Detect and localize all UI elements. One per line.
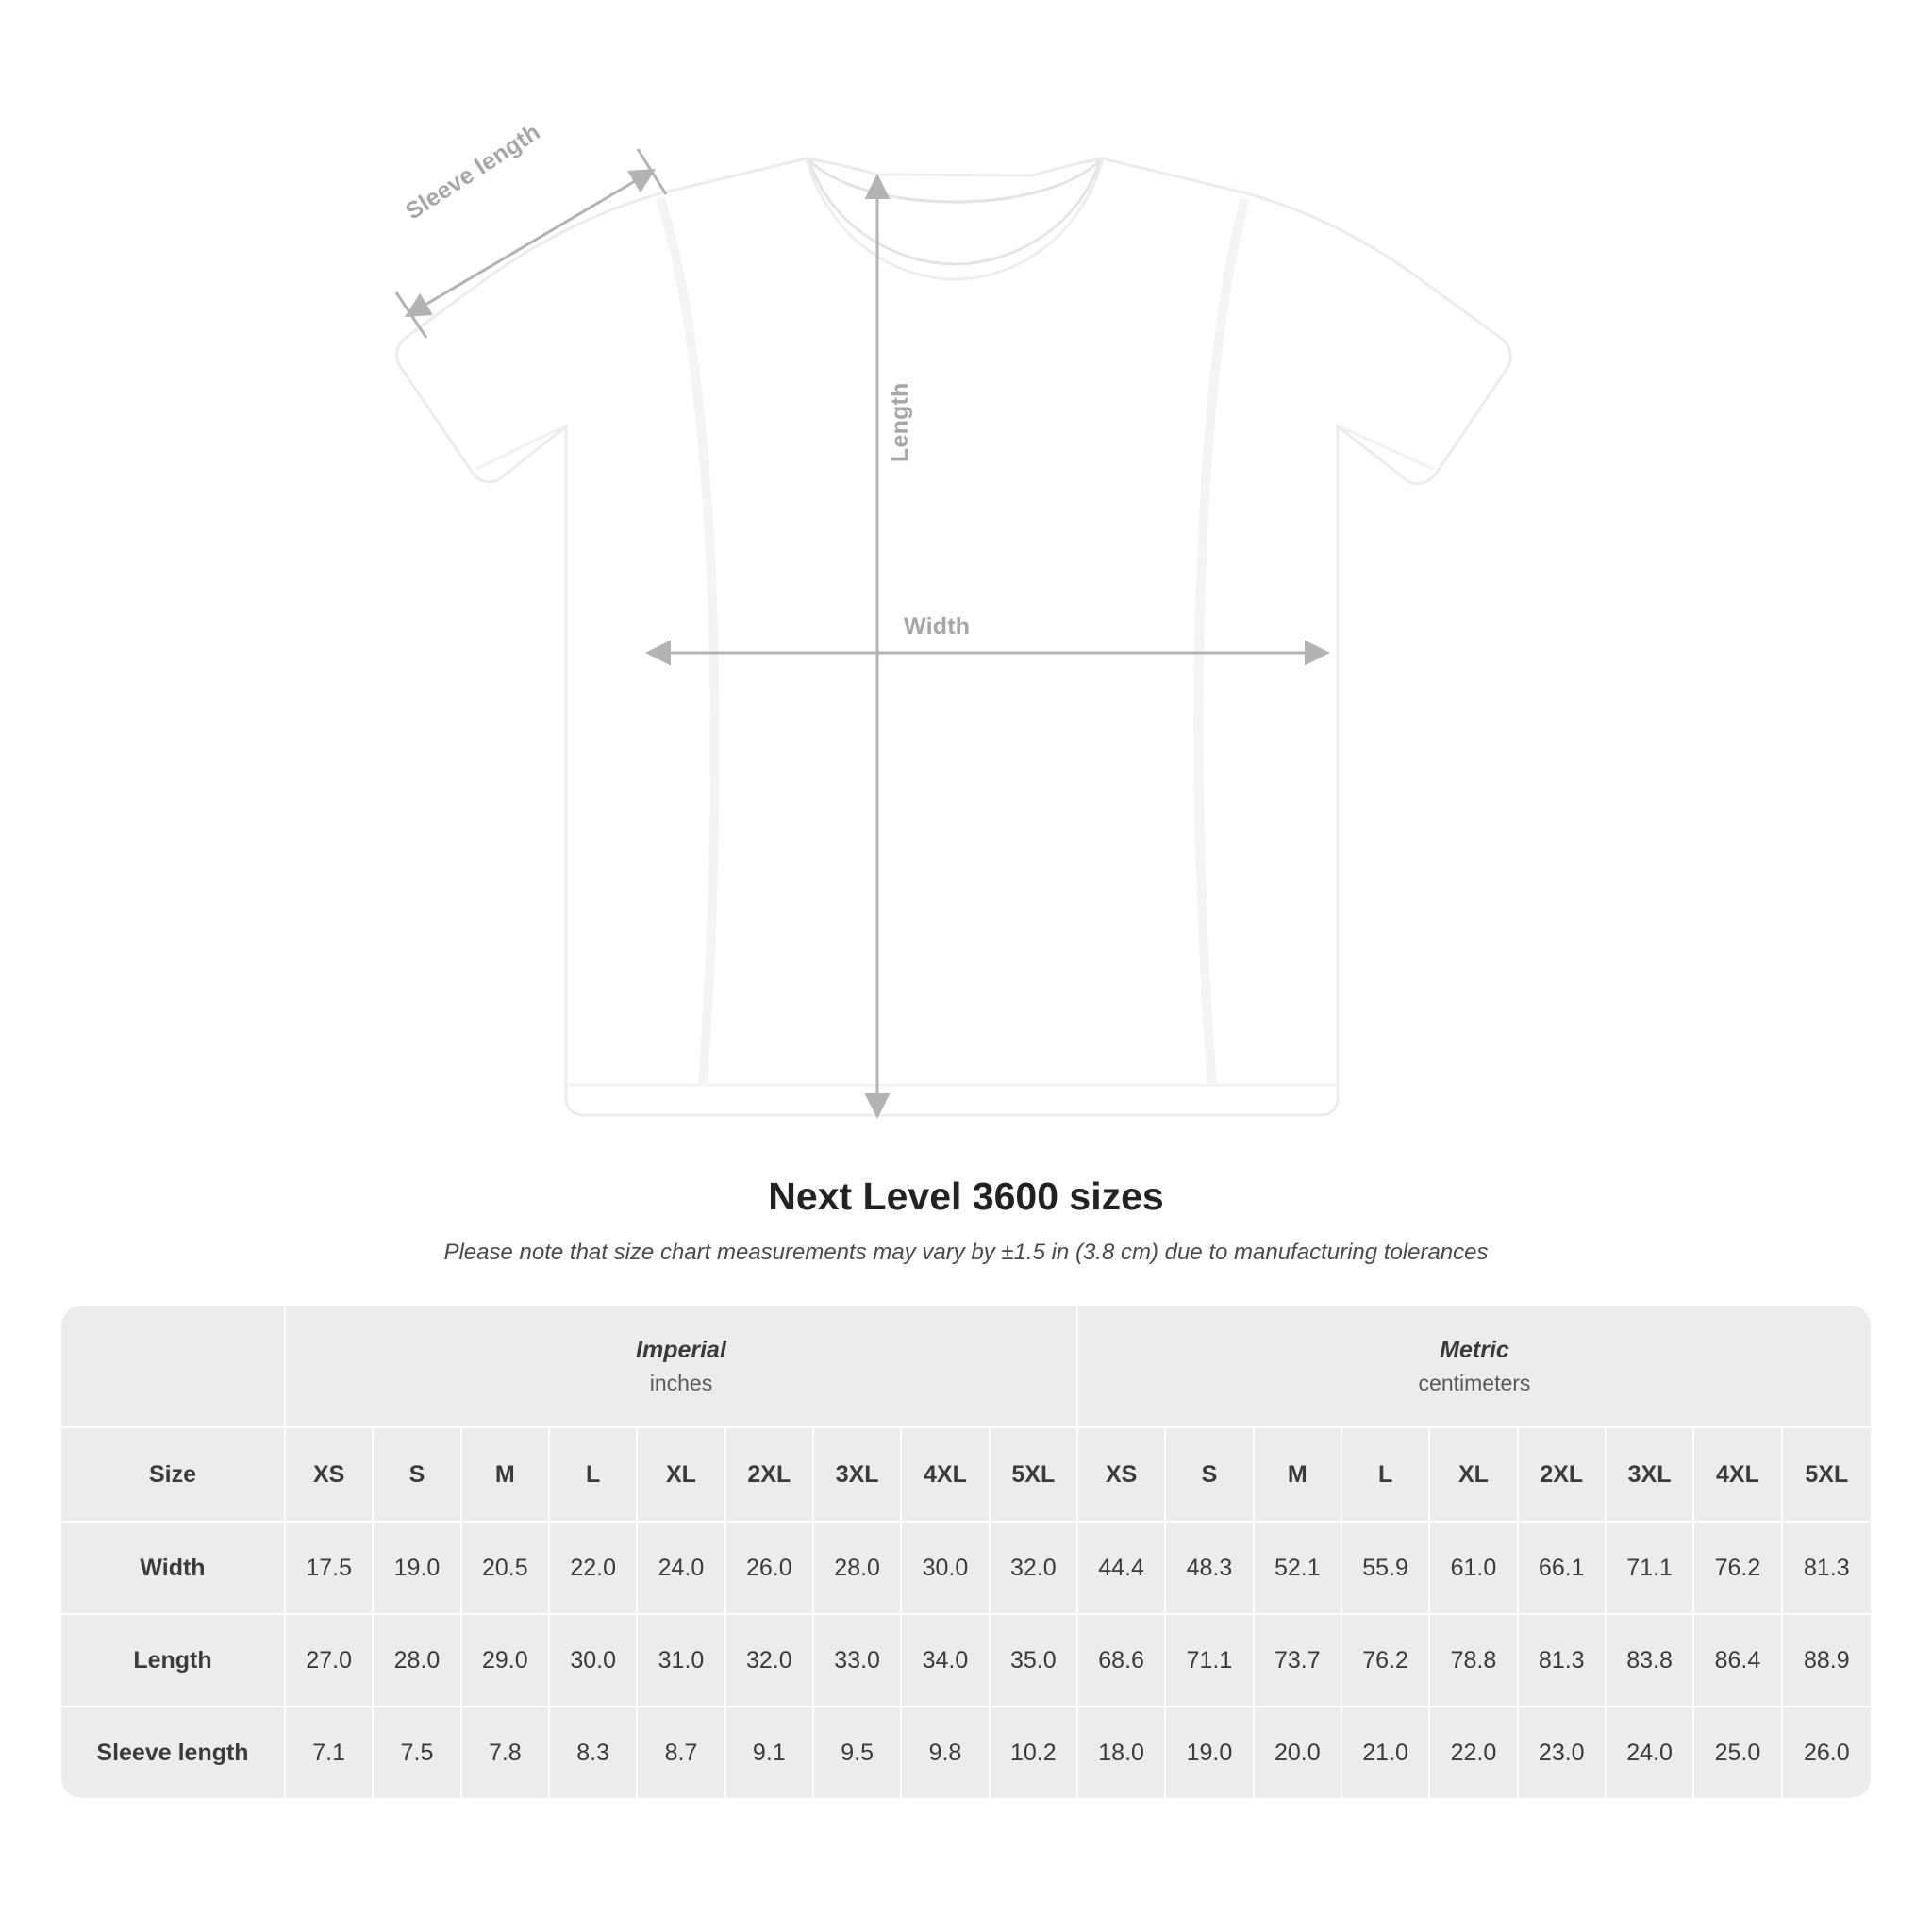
size-table (61, 1306, 1871, 1800)
tolerance-note: Please note that size chart measurements may vary by ±1.5 in (3.8 cm) due to manufacturing tolerances (443, 1240, 1489, 1265)
size-cell-imperial-2xl: 2XL (726, 1428, 814, 1523)
size-cell-imperial-xl: XL (638, 1428, 725, 1523)
sleeve-cm-xs: 18.0 (1078, 1707, 1166, 1800)
size-cell-metric-3xl: 3XL (1607, 1428, 1694, 1523)
sleeve-in-l: 8.3 (550, 1707, 638, 1800)
length-cm-m: 73.7 (1255, 1615, 1342, 1707)
length-in-l: 30.0 (550, 1615, 638, 1707)
length-cm-3xl: 83.8 (1607, 1615, 1694, 1707)
width-cm-2xl: 66.1 (1519, 1523, 1607, 1615)
sleeve-cm-4xl: 25.0 (1694, 1707, 1782, 1800)
length-in-s: 28.0 (374, 1615, 461, 1707)
size-cell-metric-2xl: 2XL (1519, 1428, 1607, 1523)
size-cell-imperial-s: S (374, 1428, 461, 1523)
width-cm-m: 52.1 (1255, 1523, 1342, 1615)
size-cell-imperial-l: L (550, 1428, 638, 1523)
imperial-header (286, 1306, 1078, 1428)
length-cm-4xl: 86.4 (1694, 1615, 1782, 1707)
width-in-m: 20.5 (462, 1523, 550, 1615)
length-cm-s: 71.1 (1166, 1615, 1254, 1707)
unit-header-row (61, 1306, 1871, 1428)
sleeve-in-4xl: 9.8 (902, 1707, 990, 1800)
length-in-m: 29.0 (462, 1615, 550, 1707)
size-cell-metric-xl: XL (1430, 1428, 1518, 1523)
size-cell-imperial-4xl: 4XL (902, 1428, 990, 1523)
width-in-3xl: 28.0 (814, 1523, 902, 1615)
metric-title: Metric (1440, 1336, 1509, 1363)
width-in-2xl: 26.0 (726, 1523, 814, 1615)
length-cm-5xl: 88.9 (1783, 1615, 1871, 1707)
sleeve-cm-xl: 22.0 (1430, 1707, 1518, 1800)
title-block (0, 1174, 1932, 1266)
size-cell-metric-m: M (1255, 1428, 1342, 1523)
length-in-5xl: 35.0 (991, 1615, 1078, 1707)
table-row-sleeve-length (61, 1707, 1871, 1800)
sleeve-in-xs: 7.1 (286, 1707, 374, 1800)
metric-subtitle: centimeters (1418, 1370, 1531, 1395)
size-cell-metric-5xl: 5XL (1783, 1428, 1871, 1523)
sleeve-in-2xl: 9.1 (726, 1707, 814, 1800)
size-header-cell: Size (61, 1428, 286, 1523)
length-cm-xs: 68.6 (1078, 1615, 1166, 1707)
size-cell-imperial-m: M (462, 1428, 550, 1523)
sleeve-in-s: 7.5 (374, 1707, 461, 1800)
width-cm-5xl: 81.3 (1783, 1523, 1871, 1615)
length-in-3xl: 33.0 (814, 1615, 902, 1707)
sleeve-cm-2xl: 23.0 (1519, 1707, 1607, 1800)
metric-header (1078, 1306, 1871, 1428)
width-cm-xl: 61.0 (1430, 1523, 1518, 1615)
length-label: Length (887, 382, 913, 462)
width-in-xs: 17.5 (286, 1523, 374, 1615)
page-title: Next Level 3600 sizes (768, 1174, 1164, 1218)
table-row-width (61, 1523, 1871, 1615)
row-label-width: Width (61, 1523, 286, 1615)
row-label-sleeve-length: Sleeve length (61, 1707, 286, 1800)
length-cm-2xl: 81.3 (1519, 1615, 1607, 1707)
sleeve-length-label: Sleeve length (401, 118, 545, 225)
size-cell-imperial-xs: XS (286, 1428, 374, 1523)
size-cell-metric-xs: XS (1078, 1428, 1166, 1523)
width-in-s: 19.0 (374, 1523, 461, 1615)
sleeve-cm-s: 19.0 (1166, 1707, 1254, 1800)
size-cell-imperial-3xl: 3XL (814, 1428, 902, 1523)
imperial-title: Imperial (636, 1336, 726, 1363)
sleeve-in-xl: 8.7 (638, 1707, 725, 1800)
size-table-wrapper (61, 1306, 1871, 1800)
length-in-2xl: 32.0 (726, 1615, 814, 1707)
width-label: Width (904, 613, 971, 640)
length-cm-xl: 78.8 (1430, 1615, 1518, 1707)
width-cm-4xl: 76.2 (1694, 1523, 1782, 1615)
width-in-xl: 24.0 (638, 1523, 725, 1615)
width-in-4xl: 30.0 (902, 1523, 990, 1615)
sleeve-cm-5xl: 26.0 (1783, 1707, 1871, 1800)
table-corner-cell (61, 1306, 286, 1428)
sleeve-in-m: 7.8 (462, 1707, 550, 1800)
table-row-length (61, 1615, 1871, 1707)
width-in-5xl: 32.0 (991, 1523, 1078, 1615)
width-cm-3xl: 71.1 (1607, 1523, 1694, 1615)
width-cm-xs: 44.4 (1078, 1523, 1166, 1615)
size-cell-metric-s: S (1166, 1428, 1254, 1523)
size-header-row (61, 1428, 1871, 1523)
sleeve-cm-m: 20.0 (1255, 1707, 1342, 1800)
sleeve-cm-3xl: 24.0 (1607, 1707, 1694, 1800)
length-in-4xl: 34.0 (902, 1615, 990, 1707)
sleeve-in-3xl: 9.5 (814, 1707, 902, 1800)
length-cm-l: 76.2 (1342, 1615, 1430, 1707)
imperial-subtitle: inches (649, 1370, 713, 1395)
sleeve-cm-l: 21.0 (1342, 1707, 1430, 1800)
length-in-xs: 27.0 (286, 1615, 374, 1707)
width-cm-l: 55.9 (1342, 1523, 1430, 1615)
width-cm-s: 48.3 (1166, 1523, 1254, 1615)
row-label-length: Length (61, 1615, 286, 1707)
size-cell-imperial-5xl: 5XL (991, 1428, 1078, 1523)
width-in-l: 22.0 (550, 1523, 638, 1615)
size-cell-metric-4xl: 4XL (1694, 1428, 1782, 1523)
length-in-xl: 31.0 (638, 1615, 725, 1707)
sleeve-in-5xl: 10.2 (991, 1707, 1078, 1800)
size-cell-metric-l: L (1342, 1428, 1430, 1523)
